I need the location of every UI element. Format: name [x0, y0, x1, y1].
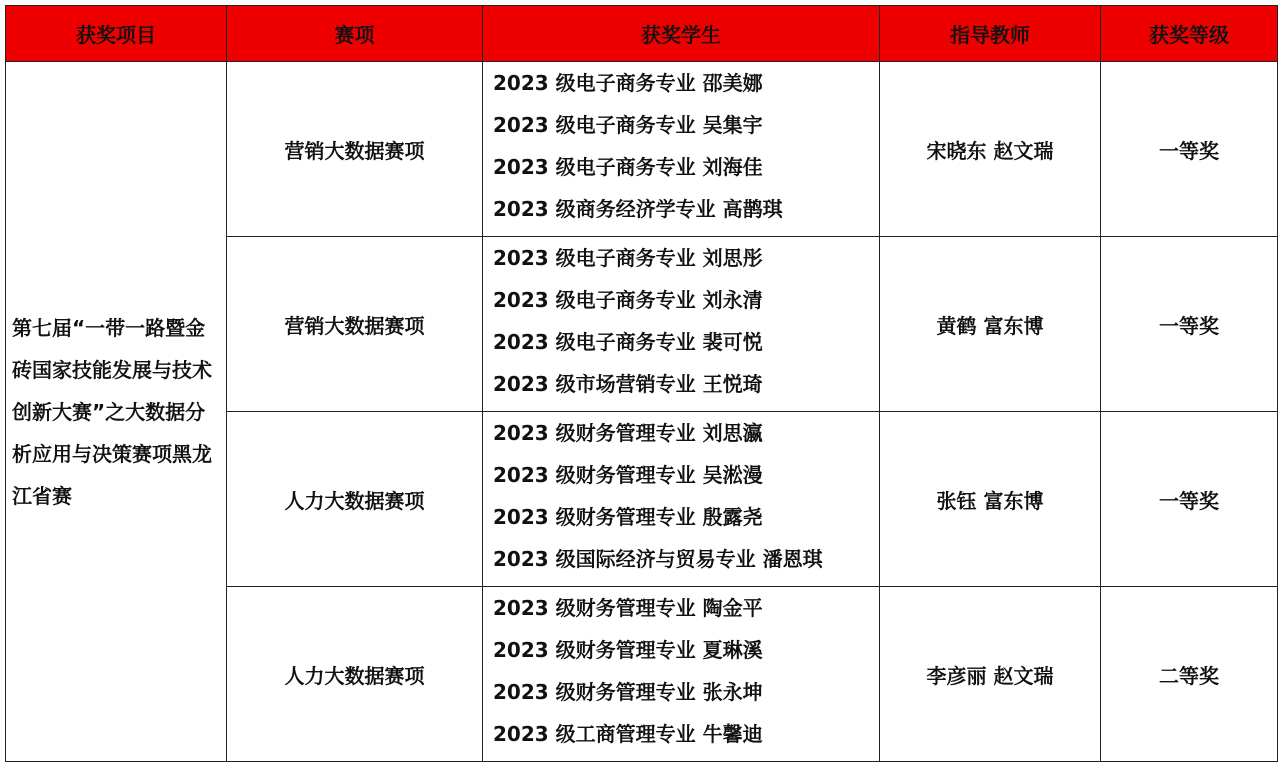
- students-cell: [483, 62, 880, 237]
- awards-table: [5, 5, 1278, 762]
- award-cell: 二等奖: [1101, 587, 1278, 762]
- student-entry: 2023 级工商管理专业 牛馨迪: [493, 722, 763, 746]
- header-award: 获奖等级: [1101, 6, 1278, 62]
- student-entry: 2023 级财务管理专业 张永坤: [493, 680, 763, 704]
- student-entry: 2023 级财务管理专业 刘思瀛: [493, 421, 763, 445]
- student-entry: 2023 级电子商务专业 刘思彤: [493, 246, 763, 270]
- event-cell: 营销大数据赛项: [227, 237, 483, 412]
- student-entry: 2023 级财务管理专业 陶金平: [493, 596, 763, 620]
- student-entry: 2023 级电子商务专业 裴可悦: [493, 330, 763, 354]
- student-entry: 2023 级国际经济与贸易专业 潘恩琪: [493, 547, 823, 571]
- students-cell: [483, 587, 880, 762]
- teachers-cell: 黄鹤 富东博: [880, 237, 1101, 412]
- header-event: 赛项: [227, 6, 483, 62]
- event-cell: 人力大数据赛项: [227, 412, 483, 587]
- header-project: 获奖项目: [6, 6, 227, 62]
- student-entry: 2023 级财务管理专业 殷露尧: [493, 505, 763, 529]
- project-cell: 第七届“一带一路暨金砖国家技能发展与技术创新大赛”之大数据分析应用与决策赛项黑龙江省赛: [6, 62, 227, 762]
- student-entry: 2023 级电子商务专业 吴集宇: [493, 113, 763, 137]
- event-cell: 营销大数据赛项: [227, 62, 483, 237]
- award-cell: 一等奖: [1101, 237, 1278, 412]
- student-entry: 2023 级电子商务专业 刘永清: [493, 288, 763, 312]
- award-cell: 一等奖: [1101, 412, 1278, 587]
- teachers-cell: 宋晓东 赵文瑞: [880, 62, 1101, 237]
- award-cell: 一等奖: [1101, 62, 1278, 237]
- student-entry: 2023 级财务管理专业 夏琳溪: [493, 638, 763, 662]
- teachers-cell: 李彦丽 赵文瑞: [880, 587, 1101, 762]
- header-students: 获奖学生: [483, 6, 880, 62]
- students-cell: [483, 412, 880, 587]
- table-row: [6, 62, 1278, 237]
- students-cell: [483, 237, 880, 412]
- student-entry: 2023 级电子商务专业 刘海佳: [493, 155, 763, 179]
- teachers-cell: 张钰 富东博: [880, 412, 1101, 587]
- student-entry: 2023 级财务管理专业 吴淞漫: [493, 463, 763, 487]
- header-row: [6, 6, 1278, 62]
- header-teachers: 指导教师: [880, 6, 1101, 62]
- student-entry: 2023 级市场营销专业 王悦琦: [493, 372, 763, 396]
- student-entry: 2023 级电子商务专业 邵美娜: [493, 71, 763, 95]
- event-cell: 人力大数据赛项: [227, 587, 483, 762]
- student-entry: 2023 级商务经济学专业 高鹊琪: [493, 197, 783, 221]
